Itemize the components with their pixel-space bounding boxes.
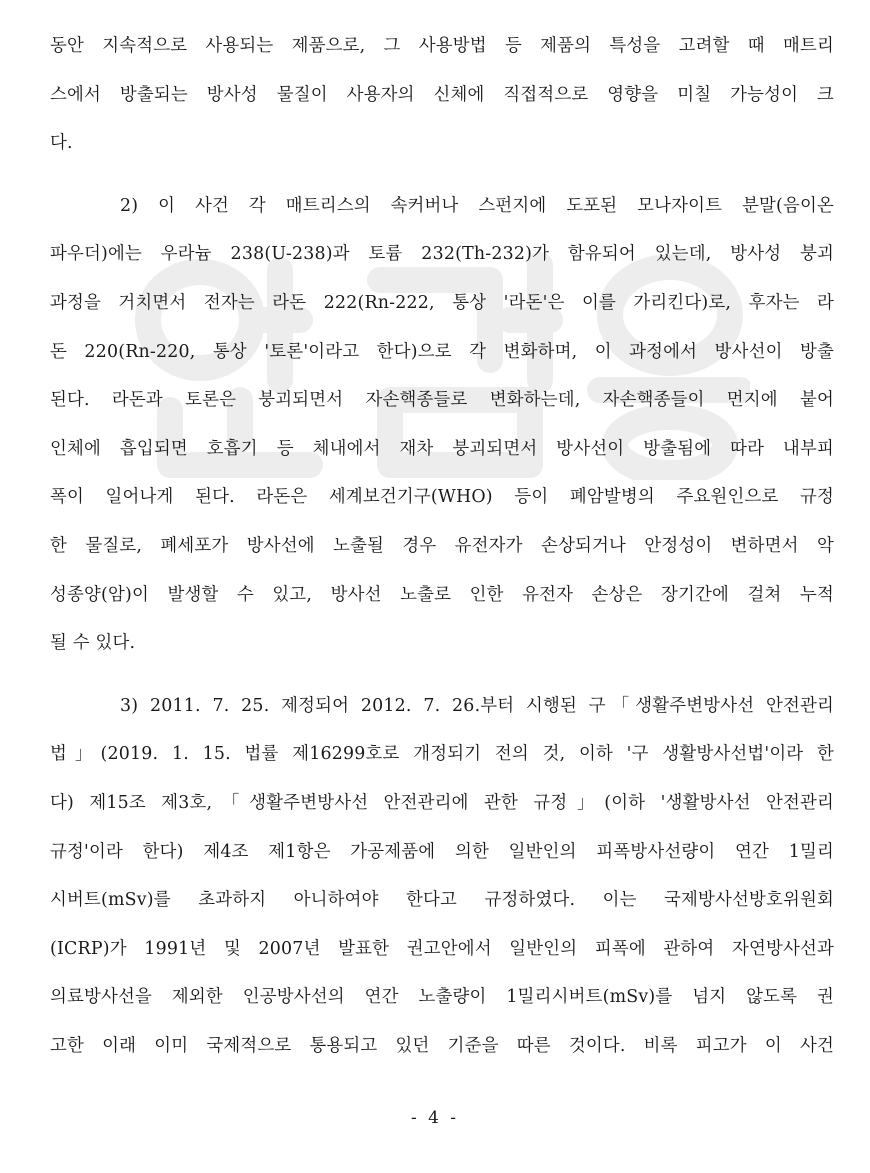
text-line: 성종양(암)이 발생할 수 있고, 방사선 노출로 인한 유전자 손상은 장기간에 걸쳐 누적 — [50, 584, 834, 605]
paragraph-3 — [50, 682, 834, 1071]
text-line: 의료방사선을 제외한 인공방사선의 연간 노출량이 1밀리시버트(mSv)를 넘지 않도록 권 — [50, 987, 834, 1008]
text-line: 스에서 방출되는 방사성 물질이 사용자의 신체에 직접적으로 영향을 미칠 가능성이 크 — [50, 84, 834, 105]
text-line: 돈 220(Rn-220, 통상 '토론'이라고 한다)으로 각 변화하며, 이 과정에서 방사선이 방출 — [50, 341, 834, 362]
document-body — [50, 22, 834, 1070]
text-line: 된다. 라돈과 토론은 붕괴되면서 자손핵종들로 변화하는데, 자손핵종들이 먼지에 붙어 — [50, 390, 834, 411]
paragraph-2 — [50, 182, 834, 668]
text-line: 법」(2019. 1. 15. 법률 제16299호로 개정되기 전의 것, 이하 '구 생활방사선법'이라 한 — [50, 744, 834, 765]
text-line: 동안 지속적으로 사용되는 제품으로, 그 사용방법 등 제품의 특성을 고려할 때 매트리 — [50, 36, 834, 56]
text-line: 파우더)에는 우라늄 238(U-238)과 토륨 232(Th-232)가 함유되어 있는데, 방사성 붕괴 — [50, 244, 834, 265]
text-line: 다) 제15조 제3호,「생활주변방사선 안전관리에 관한 규정」(이하 '생활방사선 안전관리 — [50, 792, 834, 813]
text-line: 과정을 거치면서 전자는 라돈 222(Rn-222, 통상 '라돈'은 이를 가리킨다)로, 후자는 라 — [50, 292, 834, 313]
text-line: 폭이 일어나게 된다. 라돈은 세계보건기구(WHO) 등이 폐암발병의 주요원인으로 규정 — [50, 487, 834, 508]
text-line: (ICRP)가 1991년 및 2007년 발표한 권고안에서 일반인의 피폭에 관하여 자연방사선과 — [50, 938, 834, 959]
text-line: 다. — [50, 133, 73, 154]
page-number: - 4 - — [410, 1108, 460, 1128]
text-line: 고한 이래 이미 국제적으로 통용되고 있던 기준을 따른 것이다. 비록 피고가 이 사건 — [50, 1035, 834, 1056]
text-line: 시버트(mSv)를 초과하지 아니하여야 한다고 규정하였다. 이는 국제방사선방호위원회 — [50, 890, 834, 911]
text-line: 한 물질로, 폐세포가 방사선에 노출될 경우 유전자가 손상되거나 안정성이 변하면서 악 — [50, 535, 834, 556]
text-line: 3) 2011. 7. 25. 제정되어 2012. 7. 26.부터 시행된 구「생활주변방사선 안전관리 — [120, 695, 834, 716]
text-line: 인체에 흡입되면 호흡기 등 체내에서 재차 붕괴되면서 방사선이 방출됨에 따라 내부피 — [50, 438, 834, 459]
paragraph-1 — [50, 22, 834, 168]
text-line: 규정'이라 한다) 제4조 제1항은 가공제품에 의한 일반인의 피폭방사선량이 연간 1밀리 — [50, 841, 834, 862]
text-line: 2) 이 사건 각 매트리스의 속커버나 스펀지에 도포된 모나자이트 분말(음이온 — [120, 195, 834, 216]
text-line: 될 수 있다. — [50, 633, 136, 654]
